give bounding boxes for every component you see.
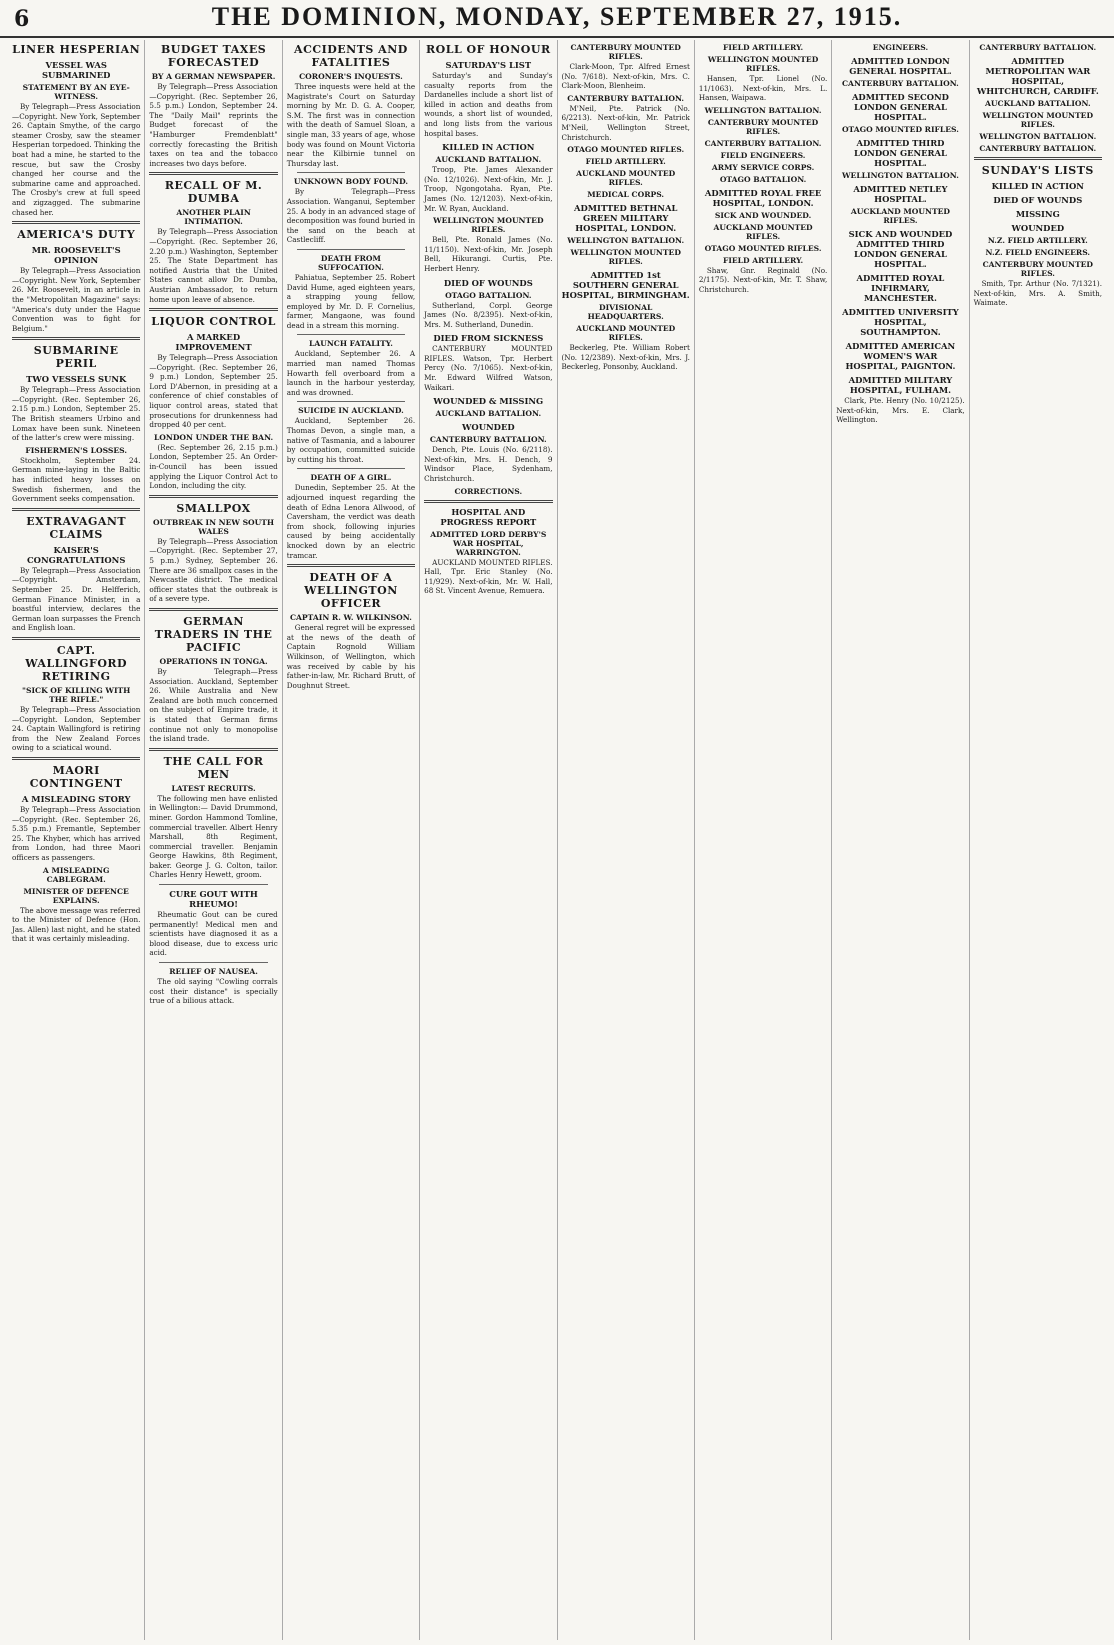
unit-heading: CANTERBURY BATTALION. <box>704 138 822 148</box>
article-text: By Telegraph—Press Association—Copyright. New York, September 26. Mr. Roosevelt, in an article in the "Metropolitan Magazine" says: "America's duty under the Hague Convention was to fight for Belgium." <box>12 266 141 333</box>
unit-heading: AUCKLAND BATTALION. <box>435 409 542 419</box>
casualty-text: Troop, Pte. James Alexander (No. 12/1026). Next-of-kin, Mr. J. Troop, Ngongotaha. Ryan, Pte. James (No. 12/1203). Next-of-kin, Mr. W. Ryan, Auckland. <box>424 165 553 213</box>
article-text: By Telegraph—Press Association—Copyright. (Rec. September 26, 2.15 p.m.) London, September 25. The British steamers Urbino and Lomax have been sunk. Nineteen of the latter's crew were missing. <box>12 385 141 443</box>
column-4 <box>420 40 557 1640</box>
headline: SUBMARINE PERIL <box>33 344 119 371</box>
unit-heading: WELLINGTON MOUNTED RIFLES. <box>570 248 681 267</box>
advert-text: Rheumatic Gout can be cured permanently! Medical men and scientists have diagnosed it as a blood disease, due to excess uric acid. <box>149 910 278 958</box>
article-text: By Telegraph—Press Association—Copyright. London, September 24. Captain Wallingford is retiring from the New Zealand Forces owing to a sciatical wound. <box>12 704 141 753</box>
article-text: The above message was referred to the Minister of Defence (Hon. Jas. Allen) last night, and he stated that it was certainly misleading. <box>12 905 141 944</box>
hospital-heading: ADMITTED ROYAL INFIRMARY, MANCHESTER. <box>856 273 945 303</box>
column-1 <box>8 40 145 1640</box>
headline: LIQUOR CONTROL <box>151 315 276 329</box>
section-heading: DIED FROM SICKNESS <box>433 333 544 344</box>
headline: GERMAN TRADERS IN THE PACIFIC <box>154 614 273 654</box>
unit-heading: CANTERBURY MOUNTED RIFLES. <box>707 117 819 136</box>
newspaper-columns <box>8 40 1106 1640</box>
unit-heading: CANTERBURY MOUNTED RIFLES. <box>570 43 681 61</box>
unit-heading: SICK AND WOUNDED. <box>714 210 812 220</box>
article-text: By Telegraph—Press Association—Copyright. (Rec. September 26, 2.20 p.m.) Washington, September 25. The State Department has notified Austria that the United States cannot allow Dr. Dumba, Austrian Ambassador, to return home upon leave of absence. <box>149 227 278 304</box>
section-heading: WOUNDED <box>1011 223 1065 233</box>
unit-heading: CANTERBURY BATTALION. <box>842 79 959 88</box>
section-heading: KILLED IN ACTION <box>442 142 535 153</box>
unit-heading: CANTERBURY MOUNTED RIFLES. <box>982 260 1094 278</box>
subheadline: SUICIDE IN AUCKLAND. <box>298 406 404 416</box>
unit-heading: OTAGO BATTALION. <box>719 174 807 184</box>
article-text: General regret will be expressed at the news of the death of Captain Rognold William Wilkinson, of Wellington, which was received by cable by his father-in-law, Mr. Richard Brutt, of Doughnut Street. <box>286 623 416 690</box>
divider <box>287 564 415 567</box>
unit-heading: FIELD ARTILLERY. <box>585 157 666 167</box>
divider <box>159 962 267 963</box>
divider <box>974 157 1102 160</box>
article-text: Auckland, September 26. A married man named Thomas Howarth fell overboard from a launch in the harbour yesterday, and was drowned. <box>286 349 416 397</box>
article-text: Three inquests were held at the Magistrate's Court on Saturday morning by Mr. D. G. A. Cooper, S.M. The first was in connection with the death of Samuel Sloan, a single man, 33 years of age, whose body was found on Mount Victoria near the Kilbirnie tunnel on Thursday last. <box>286 82 416 168</box>
divider <box>297 401 405 402</box>
article-text: By Telegraph—Press Association—Copyright. Amsterdam, September 25. Dr. Helfferich, German Finance Minister, in a boastful interview, declares the German loan surpasses the French and English loan. <box>12 565 141 633</box>
subheadline: BY A GERMAN NEWSPAPER. <box>151 72 276 81</box>
divider <box>297 468 405 469</box>
article-text: The following men have enlisted in Wellington:— David Drummond, miner. Gordon Hammond Tomline, commercial traveller. Albert Henry Marshall, 8th Regiment, commercial traveller. Benjamin George Hawkins, 8th Regiment, baker. George J. G. Colton, tailor. Charles Henry Hewett, groom. <box>149 793 278 880</box>
casualty-text: Bell, Pte. Ronald James (No. 11/1150). Next-of-kin, Mr. Joseph Bell, Hikurangi. Curtis, Pte. Herbert Henry. <box>424 235 553 273</box>
article-text: By Telegraph—Press Association. Auckland, September 26. While Australia and New Zealand are both much concerned on the subject of Empire trade, it is stated that German firms continue not only to monopolise the island trade. <box>149 666 278 744</box>
divider <box>149 608 277 611</box>
article-text: By Telegraph—Press Association—Copyright. (Rec. September 26, 9 p.m.) London, September 25. Lord D'Abernon, in presiding at a conference of chief constables of liquor control areas, stated that prosecutions for drunkenness had dropped 40 per cent. <box>149 353 278 430</box>
subheadline: MINISTER OF DEFENCE EXPLAINS. <box>23 886 129 905</box>
subheadline: LATEST RECRUITS. <box>171 783 256 793</box>
section-heading: WOUNDED & MISSING <box>433 396 544 407</box>
page-number: 6 <box>14 6 30 32</box>
hospital-heading: ADMITTED AMERICAN WOMEN'S WAR HOSPITAL, PAIGNTON. <box>845 341 956 371</box>
column-7 <box>832 40 969 1640</box>
headline: SMALLPOX <box>176 501 251 515</box>
headline: MAORI CONTINGENT <box>29 763 123 790</box>
headline: THE CALL FOR MEN <box>163 754 264 781</box>
unit-heading: OTAGO MOUNTED RIFLES. <box>704 243 822 253</box>
hospital-heading: ADMITTED LONDON GENERAL HOSPITAL. <box>849 56 952 76</box>
unit-heading: N.Z. FIELD ARTILLERY. <box>987 236 1088 245</box>
section-heading: DIED OF WOUNDS <box>993 195 1083 205</box>
hospital-heading: ADMITTED NETLEY HOSPITAL. <box>853 184 948 204</box>
article-text: By Telegraph—Press Association—Copyright. (Rec. September 26, 5.5 p.m.) London, September 24. The "Daily Mail" reprints the Budget forecast of the "Hamburger Fremdenblatt" correctly forecasting the British taxes on tea and the tobacco increases two days before. <box>149 82 278 168</box>
unit-heading: AUCKLAND MOUNTED RIFLES. <box>576 169 676 188</box>
article-text: By Telegraph—Press Association. Wanganui, September 25. A body in an advanced stage of decomposition was found buried in the sand on the beach at Castlecliff. <box>286 187 416 245</box>
article-text: Saturday's and Sunday's casualty reports from the Dardanelles include a short list of killed in action and deaths from wounds, a short list of wounded, and long lists from the various hospital bases. <box>424 71 553 138</box>
headline: RECALL OF M. DUMBA <box>164 179 263 206</box>
unit-heading: FIELD ARTILLERY. <box>722 255 804 265</box>
article-text: By Telegraph—Press Association—Copyright. (Rec. September 26, 5.35 p.m.) Fremantle, September 25. The Khyber, which has arrived from London, had three Maori officers as passengers. <box>12 804 141 862</box>
unit-heading: DIVISIONAL HEADQUARTERS. <box>587 303 664 322</box>
divider <box>297 172 405 173</box>
subheadline: FISHERMEN'S LOSSES. <box>25 445 128 455</box>
casualty-text: CANTERBURY MOUNTED RIFLES. Watson, Tpr. Herbert Percy (No. 7/1065). Next-of-kin, Mr. Edward Wilfred Watson, Waikari. <box>424 344 553 392</box>
divider <box>297 249 405 250</box>
casualty-text: Smith, Tpr. Arthur (No. 7/1321). Next-of-kin, Mrs. A. Smith, Waimate. <box>973 279 1102 308</box>
hospital-heading: ADMITTED UNIVERSITY HOSPITAL, SOUTHAMPTON. <box>842 307 959 337</box>
unit-heading: FIELD ARTILLERY. <box>722 43 804 52</box>
column-3 <box>283 40 420 1640</box>
unit-heading: CORRECTIONS. <box>454 486 523 496</box>
divider <box>12 337 140 340</box>
casualty-text: Shaw, Gnr. Reginald (No. 2/1175). Next-of-kin, Mr. T. Shaw, Christchurch. <box>698 265 828 294</box>
unit-heading: CANTERBURY BATTALION. <box>429 435 547 445</box>
advert-heading: RELIEF OF NAUSEA. <box>169 967 258 977</box>
section-heading: WOUNDED <box>462 422 515 433</box>
subheadline: OPERATIONS IN TONGA. <box>159 656 268 666</box>
headline: DEATH OF A WELLINGTON OFFICER <box>304 571 398 611</box>
headline: EXTRAVAGANT CLAIMS <box>26 514 127 541</box>
subheadline: A MISLEADING STORY <box>21 793 131 804</box>
subheadline: VESSEL WAS SUBMARINED <box>41 60 111 80</box>
headline: ACCIDENTS AND FATALITIES <box>294 43 408 69</box>
divider <box>149 495 277 498</box>
unit-heading: OTAGO BATTALION. <box>445 290 532 300</box>
unit-heading: WELLINGTON BATTALION. <box>704 105 822 115</box>
hospital-heading: ADMITTED ROYAL FREE HOSPITAL, LONDON. <box>704 187 822 208</box>
subheadline: CAPTAIN R. W. WILKINSON. <box>290 613 412 623</box>
subheadline: UNKNOWN BODY FOUND. <box>293 177 409 187</box>
unit-heading: ARMY SERVICE CORPS. <box>711 162 815 172</box>
casualty-text: Dench, Pte. Louis (No. 6/2118). Next-of-kin, Mrs. H. Dench, 9 Windsor Place, Sydenham, Christchurch. <box>424 445 553 484</box>
divider <box>424 500 552 503</box>
unit-heading: AUCKLAND MOUNTED RIFLES. <box>713 222 813 241</box>
unit-heading: N.Z. FIELD ENGINEERS. <box>985 248 1091 257</box>
subheadline: OUTBREAK IN NEW SOUTH WALES <box>152 517 275 536</box>
unit-heading: WELLINGTON BATTALION. <box>567 236 685 246</box>
hospital-heading: SICK AND WOUNDED ADMITTED THIRD LONDON GENERAL HOSPITAL. <box>848 229 953 269</box>
unit-heading: FIELD ENGINEERS. <box>720 150 806 160</box>
casualty-text: Clark, Pte. Henry (No. 10/2125). Next-of-kin, Mrs. E. Clark, Wellington. <box>836 396 965 425</box>
divider <box>297 334 405 335</box>
unit-heading: AUCKLAND MOUNTED RIFLES. <box>576 324 676 343</box>
subheadline: SATURDAY'S LIST <box>445 60 532 70</box>
casualty-text: Clark-Moon, Tpr. Alfred Ernest (No. 7/618). Next-of-kin, Mrs. C. Clark-Moon, Blenheim. <box>561 62 690 91</box>
advert-heading: CURE GOUT WITH RHEUMO! <box>169 889 258 910</box>
headline: SUNDAY'S LISTS <box>981 164 1094 177</box>
unit-heading: WELLINGTON BATTALION. <box>979 132 1097 141</box>
subheadline: TWO VESSELS SUNK <box>26 374 127 385</box>
section-heading: DIED OF WOUNDS <box>443 277 533 288</box>
column-2 <box>145 40 282 1640</box>
divider <box>149 748 277 751</box>
unit-heading: WELLINGTON MOUNTED RIFLES. <box>982 111 1094 129</box>
unit-heading: WELLINGTON MOUNTED RIFLES. <box>707 55 819 73</box>
unit-heading: ADMITTED LORD DERBY'S WAR HOSPITAL, WARRINGTON. <box>430 529 547 557</box>
article-text: Auckland, September 26. Thomas Devon, a single man, a native of Tasmania, and a labourer by occupation, committed suicide by cutting his throat. <box>286 416 416 464</box>
casualty-text: Sutherland, Corpl. George James (No. 8/2395). Next-of-kin, Mrs. M. Sutherland, Dunedin. <box>424 300 553 329</box>
hospital-heading: ADMITTED BETHNAL GREEN MILITARY HOSPITAL, LONDON. <box>574 203 678 234</box>
casualty-text: AUCKLAND MOUNTED RIFLES. Hall, Tpr. Eric Stanley (No. 11/929). Next-of-kin, Mr. W. Hall, 68 St. Vincent Avenue, Remuera. <box>424 557 553 596</box>
subheadline: STATEMENT BY AN EYE-WITNESS. <box>22 83 130 101</box>
headline: LINER HESPERIAN <box>12 43 141 56</box>
advert-text: The old saying "Cowling corrals cost their distance" is specially true of a bilious attack. <box>149 977 278 1006</box>
article-text: Dunedin, September 25. At the adjourned inquest regarding the death of Edna Lenora Allwood, of Caversham, the verdict was death from shock, following injuries caused by being accidentally knocked down by an electric tramcar. <box>286 483 416 560</box>
subheadline: DEATH FROM SUFFOCATION. <box>317 253 384 272</box>
article-text: (Rec. September 26, 2.15 p.m.) London, September 25. An Order-in-Council has been issued applying the Liquor Control Act to London, including the city. <box>149 442 278 491</box>
unit-heading: CANTERBURY BATTALION. <box>979 144 1097 153</box>
casualty-text: Beckerleg, Pte. William Robert (No. 12/2389). Next-of-kin, Mrs. J. Beckerleg, Ponsonby, Auckland. <box>561 343 690 372</box>
divider <box>149 308 277 311</box>
divider <box>149 172 277 175</box>
subheadline: A MARKED IMPROVEMENT <box>175 332 252 353</box>
unit-heading: WELLINGTON MOUNTED RIFLES. <box>433 216 544 235</box>
unit-heading: CANTERBURY BATTALION. <box>979 43 1097 52</box>
unit-heading: MEDICAL CORPS. <box>587 190 665 200</box>
headline: ROLL OF HONOUR <box>426 43 551 56</box>
subheadline: MR. ROOSEVELT'S OPINION <box>31 245 121 266</box>
unit-heading: CANTERBURY BATTALION. <box>567 93 685 103</box>
unit-heading: AUCKLAND BATTALION. <box>435 155 542 165</box>
divider <box>12 508 140 511</box>
hospital-heading: ADMITTED MILITARY HOSPITAL, FULHAM. <box>848 375 953 395</box>
subheadline: KAISER'S CONGRATULATIONS <box>26 544 126 565</box>
section-heading: MISSING <box>1015 209 1060 219</box>
article-text: Stockholm, September 24. German mine-laying in the Baltic has inflicted heavy losses on Swedish fishermen, and the Government seeks compensation. <box>12 455 141 504</box>
headline: CAPT. WALLINGFORD RETIRING <box>25 643 128 683</box>
column-5 <box>558 40 695 1640</box>
newspaper-title: THE DOMINION, MONDAY, SEPTEMBER 27, 1915. <box>211 2 903 31</box>
subheadline: DEATH OF A GIRL. <box>310 473 392 483</box>
hospital-heading: ADMITTED SECOND LONDON GENERAL HOSPITAL. <box>851 92 949 122</box>
article-text: Pahiatua, September 25. Robert David Hume, aged eighteen years, a strapping young fellow, employed by Mr. D. F. Cornelius, farmer, Mangaone, was found dead in a stream this morning. <box>286 272 416 330</box>
subheadline: LONDON UNDER THE BAN. <box>153 432 274 442</box>
casualty-text: M'Neil, Pte. Patrick (No. 6/2213). Next-of-kin, Mr. Patrick M'Neil, Wellington Street, Christchurch. <box>561 103 690 142</box>
hospital-heading: ADMITTED METROPOLITAN WAR HOSPITAL, WHITCHURCH, CARDIFF. <box>976 56 1099 96</box>
section-heading: KILLED IN ACTION <box>991 181 1084 191</box>
divider <box>12 221 140 224</box>
subheadline: LAUNCH FATALITY. <box>309 339 393 349</box>
headline: BUDGET TAXES FORECASTED <box>160 43 267 69</box>
unit-heading: AUCKLAND BATTALION. <box>985 99 1091 108</box>
hospital-heading: ADMITTED THIRD LONDON GENERAL HOSPITAL. <box>853 138 947 168</box>
section-heading: HOSPITAL AND PROGRESS REPORT <box>440 506 537 527</box>
unit-heading: ENGINEERS. <box>872 43 929 52</box>
unit-heading: AUCKLAND MOUNTED RIFLES. <box>850 207 951 225</box>
divider <box>159 884 267 885</box>
unit-heading: WELLINGTON BATTALION. <box>842 171 959 180</box>
divider <box>12 637 140 640</box>
article-text: By Telegraph—Press Association—Copyright. (Rec. September 27, 5 p.m.) Sydney, September 26. There are 36 smallpox cases in the Newcastle district. The medical officer states that the outbreak is of a severe type. <box>149 536 278 604</box>
unit-heading: OTAGO MOUNTED RIFLES. <box>841 125 959 134</box>
unit-heading: OTAGO MOUNTED RIFLES. <box>567 145 685 155</box>
headline: AMERICA'S DUTY <box>17 228 136 242</box>
masthead <box>0 0 1114 38</box>
subheadline: A MISLEADING CABLEGRAM. <box>42 865 110 884</box>
divider <box>12 757 140 760</box>
article-text: By Telegraph—Press Association—Copyright. New York, September 26. Captain Smythe, of the cargo steamer Crosby, saw the steamer Hesperian torpedoed. Thinking the boat had a mine, he started to the rescue, but saw the Crosby changed her course and the submarine came and approached. The Crosby's crew at full speed and zigzagged. The submarine chased her. <box>12 102 141 217</box>
column-6 <box>695 40 832 1640</box>
subheadline: CORONER'S INQUESTS. <box>299 72 403 81</box>
subheadline: "SICK OF KILLING WITH THE RIFLE." <box>22 685 131 704</box>
hospital-heading: ADMITTED 1st SOUTHERN GENERAL HOSPITAL, BIRMINGHAM. <box>561 270 690 301</box>
column-8 <box>970 40 1106 1640</box>
casualty-text: Hansen, Tpr. Lionel (No. 11/1063). Next-of-kin, Mrs. L. Hansen, Waipawa. <box>698 74 828 103</box>
subheadline: ANOTHER PLAIN INTIMATION. <box>176 208 251 227</box>
